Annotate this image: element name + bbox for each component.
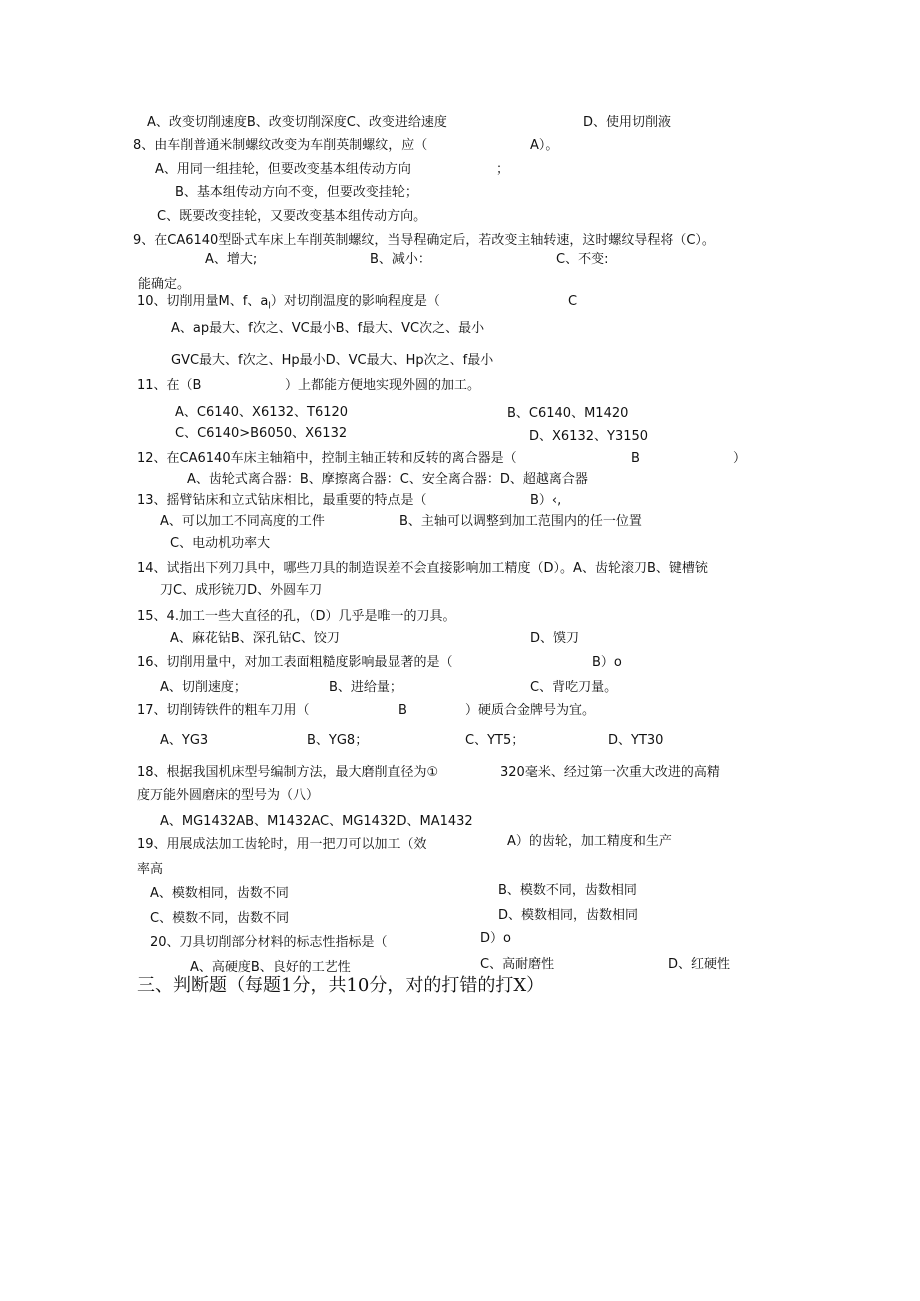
q17-question-part2: ）硬质合金牌号为宜。 bbox=[465, 703, 596, 718]
q14-question: 14、试指出下列刀具中，哪些刀具的制造误差不会直接影响加工精度（D）。A、齿轮滚刀B、键槽铳 bbox=[137, 561, 708, 576]
q8-option-b: B、基本组传动方向不变，但要改变挂轮； bbox=[175, 185, 418, 200]
q9-option-d: 能确定。 bbox=[138, 277, 191, 292]
q20-option-c: C、高耐磨性 bbox=[480, 957, 555, 972]
q15-options-abc: A、麻花钻B、深孔钻C、饺刀 bbox=[170, 631, 340, 646]
q8-option-c: C、既要改变挂轮，又要改变基本组传动方向。 bbox=[157, 209, 427, 224]
q11-option-a: A、C6140、X6132、T6120 bbox=[175, 405, 349, 420]
q10-answer: C bbox=[568, 294, 578, 309]
q14-options-cont: 刀C、成形铳刀D、外圆车刀 bbox=[160, 583, 323, 598]
q7-options-abc: A、改变切削速度B、改变切削深度C、改变进给速度 bbox=[147, 115, 447, 130]
q17-option-a: A、YG3 bbox=[160, 733, 209, 748]
q16-option-b: B、进给量； bbox=[329, 680, 403, 695]
q19-option-a: A、模数相同，齿数不同 bbox=[150, 886, 289, 901]
q12-answer: B bbox=[631, 451, 640, 466]
q8-answer: A）。 bbox=[530, 138, 559, 153]
q11-option-c: C、C6140>B6050、X6132 bbox=[175, 426, 348, 441]
q11-question-part2: ）上都能方便地实现外圆的加工。 bbox=[285, 378, 481, 393]
q16-option-c: C、背吃刀量。 bbox=[530, 680, 618, 695]
q11-option-d: D、X6132、Y3150 bbox=[529, 429, 649, 444]
q20-answer: D）o bbox=[480, 931, 511, 946]
q16-answer: B）o bbox=[592, 655, 622, 670]
q15-question: 15、4.加工一些大直径的孔，（D）几乎是唯一的刀具。 bbox=[137, 609, 456, 624]
section-heading: 三、判断题（每题1分，共10分，对的打错的打X） bbox=[137, 975, 545, 996]
q12-paren: ） bbox=[733, 451, 747, 466]
q8-option-a-punct: ； bbox=[496, 162, 510, 177]
q17-option-b: B、YG8； bbox=[307, 733, 369, 748]
q9-option-b: B、减小： bbox=[370, 252, 431, 267]
q13-option-c: C、电动机功率大 bbox=[170, 536, 271, 551]
q20-option-d: D、红硬性 bbox=[668, 957, 731, 972]
q12-options: A、齿轮式离合器：B、摩擦离合器：C、安全离合器：D、超越离合器 bbox=[187, 472, 588, 487]
q16-question: 16、切削用量中，对加工表面粗糙度影响最显著的是（ bbox=[137, 655, 453, 670]
q8-question: 8、由车削普通米制螺纹改变为车削英制螺纹，应（ bbox=[133, 138, 428, 153]
q8-option-a: A、用同一组挂轮，但要改变基本组传动方向 bbox=[155, 162, 411, 177]
q13-option-a: A、可以加工不同高度的工件 bbox=[160, 514, 325, 529]
q18-question-line2: 度万能外圆磨床的型号为（八） bbox=[137, 788, 320, 803]
q18-question-cont: 320毫米、经过第一次重大改进的高精 bbox=[500, 765, 720, 780]
q18-question: 18、根据我国机床型号编制方法，最大磨削直径为① bbox=[137, 765, 439, 780]
q10-question-part1: 10、切削用量M、f、a bbox=[137, 294, 269, 309]
q13-answer: B）‹, bbox=[530, 493, 562, 508]
q7-option-d: D、使用切削液 bbox=[583, 115, 672, 130]
q12-question: 12、在CA6140车床主轴箱中，控制主轴正转和反转的离合器是（ bbox=[137, 451, 517, 466]
q9-option-a: A、增大; bbox=[205, 252, 258, 267]
q11-option-b: B、C6140、M1420 bbox=[507, 406, 629, 421]
q13-option-b: B、主轴可以调整到加工范围内的任一位置 bbox=[399, 514, 642, 529]
q17-option-c: C、YT5； bbox=[465, 733, 525, 748]
q17-answer: B bbox=[398, 703, 407, 718]
q19-answer: A）的齿轮，加工精度和生产 bbox=[507, 834, 672, 849]
q10-question-part2: ）对切削温度的影响程度是（ bbox=[270, 294, 440, 309]
q10-subscript: l bbox=[268, 301, 271, 312]
q17-question-part1: 17、切削铸铁件的粗车刀用（ bbox=[137, 703, 310, 718]
q19-question-cont: 率高 bbox=[137, 862, 164, 877]
q18-options: A、MG1432AB、M1432AC、MG1432D、MA1432 bbox=[160, 814, 473, 829]
q19-option-c: C、模数不同，齿数不同 bbox=[150, 911, 290, 926]
q20-question: 20、刀具切削部分材料的标志性指标是（ bbox=[150, 935, 388, 950]
q15-option-d: D、馍刀 bbox=[530, 631, 580, 646]
q10-options-cd: GVC最大、f次之、Hp最小D、VC最大、Hp次之、f最小 bbox=[171, 353, 494, 368]
q9-question: 9、在CA6140型卧式车床上车削英制螺纹，当导程确定后，若改变主轴转速，这时螺纹导程将（C）。 bbox=[133, 233, 715, 248]
q10-options-ab: A、ap最大、f次之、VC最小B、f最大、VC次之、最小 bbox=[171, 321, 485, 336]
q16-option-a: A、切削速度； bbox=[160, 680, 247, 695]
q13-question: 13、摇臂钻床和立式钻床相比，最重要的特点是（ bbox=[137, 493, 427, 508]
q17-option-d: D、YT30 bbox=[608, 733, 664, 748]
q19-option-b: B、模数不同，齿数相同 bbox=[498, 883, 637, 898]
q10-question bbox=[137, 294, 440, 315]
q20-options-ab: A、高硬度B、良好的工艺性 bbox=[190, 960, 351, 975]
q19-question: 19、用展成法加工齿轮时，用一把刀可以加工（效 bbox=[137, 837, 427, 852]
q11-question-part1: 11、在（B bbox=[137, 378, 202, 393]
q9-option-c: C、不变: bbox=[556, 252, 609, 267]
q19-option-d: D、模数相同，齿数相同 bbox=[498, 908, 639, 923]
